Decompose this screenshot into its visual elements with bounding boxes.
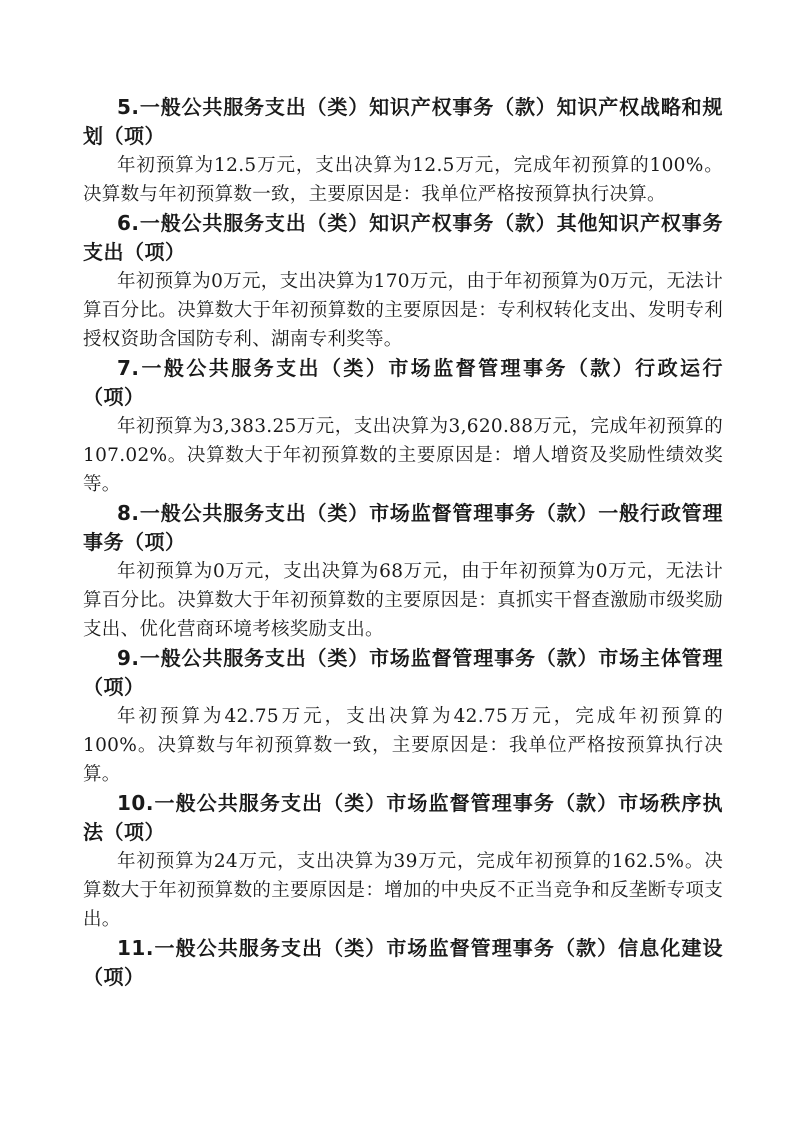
section-item (83, 934, 723, 992)
section-body: 年初预算为12.5万元，支出决算为12.5万元，完成年初预算的100%。决算数与年初预算数一致，主要原因是：我单位严格按预算执行决算。 (83, 155, 723, 205)
section-heading: 5.一般公共服务支出（类）知识产权事务（款）知识产权战略和规划（项） (83, 95, 723, 148)
section-body: 年初预算为0万元，支出决算为68万元，由于年初预算为0万元，无法计算百分比。决算数大于年初预算数的主要原因是：真抓实干督查激励市级奖励支出、优化营商环境考核奖励支出。 (83, 561, 723, 640)
section-heading: 9.一般公共服务支出（类）市场监督管理事务（款）市场主体管理（项） (83, 646, 723, 699)
section-item (83, 209, 723, 354)
section-heading: 7.一般公共服务支出（类）市场监督管理事务（款）行政运行（项） (83, 356, 723, 409)
document-content (83, 93, 723, 992)
section-body: 年初预算为24万元，支出决算为39万元，完成年初预算的162.5%。决算数大于年初预算数的主要原因是：增加的中央反不正当竞争和反垄断专项支出。 (83, 851, 723, 930)
section-heading: 11.一般公共服务支出（类）市场监督管理事务（款）信息化建设（项） (83, 936, 723, 989)
section-heading: 6.一般公共服务支出（类）知识产权事务（款）其他知识产权事务支出（项） (83, 211, 723, 264)
section-body: 年初预算为42.75万元，支出决算为42.75万元，完成年初预算的100%。决算数与年初预算数一致，主要原因是：我单位严格按预算执行决算。 (83, 706, 723, 785)
section-item (83, 789, 723, 934)
section-item (83, 93, 723, 209)
section-item (83, 644, 723, 789)
section-heading: 10.一般公共服务支出（类）市场监督管理事务（款）市场秩序执法（项） (83, 791, 723, 844)
section-body: 年初预算为0万元，支出决算为170万元，由于年初预算为0万元，无法计算百分比。决算数大于年初预算数的主要原因是：专利权转化支出、发明专利授权资助含国防专利、湖南专利奖等。 (83, 271, 723, 350)
section-item (83, 354, 723, 499)
section-heading: 8.一般公共服务支出（类）市场监督管理事务（款）一般行政管理事务（项） (83, 501, 723, 554)
section-body: 年初预算为3,383.25万元，支出决算为3,620.88万元，完成年初预算的107.02%。决算数大于年初预算数的主要原因是：增人增资及奖励性绩效奖等。 (83, 416, 723, 495)
section-item (83, 499, 723, 644)
